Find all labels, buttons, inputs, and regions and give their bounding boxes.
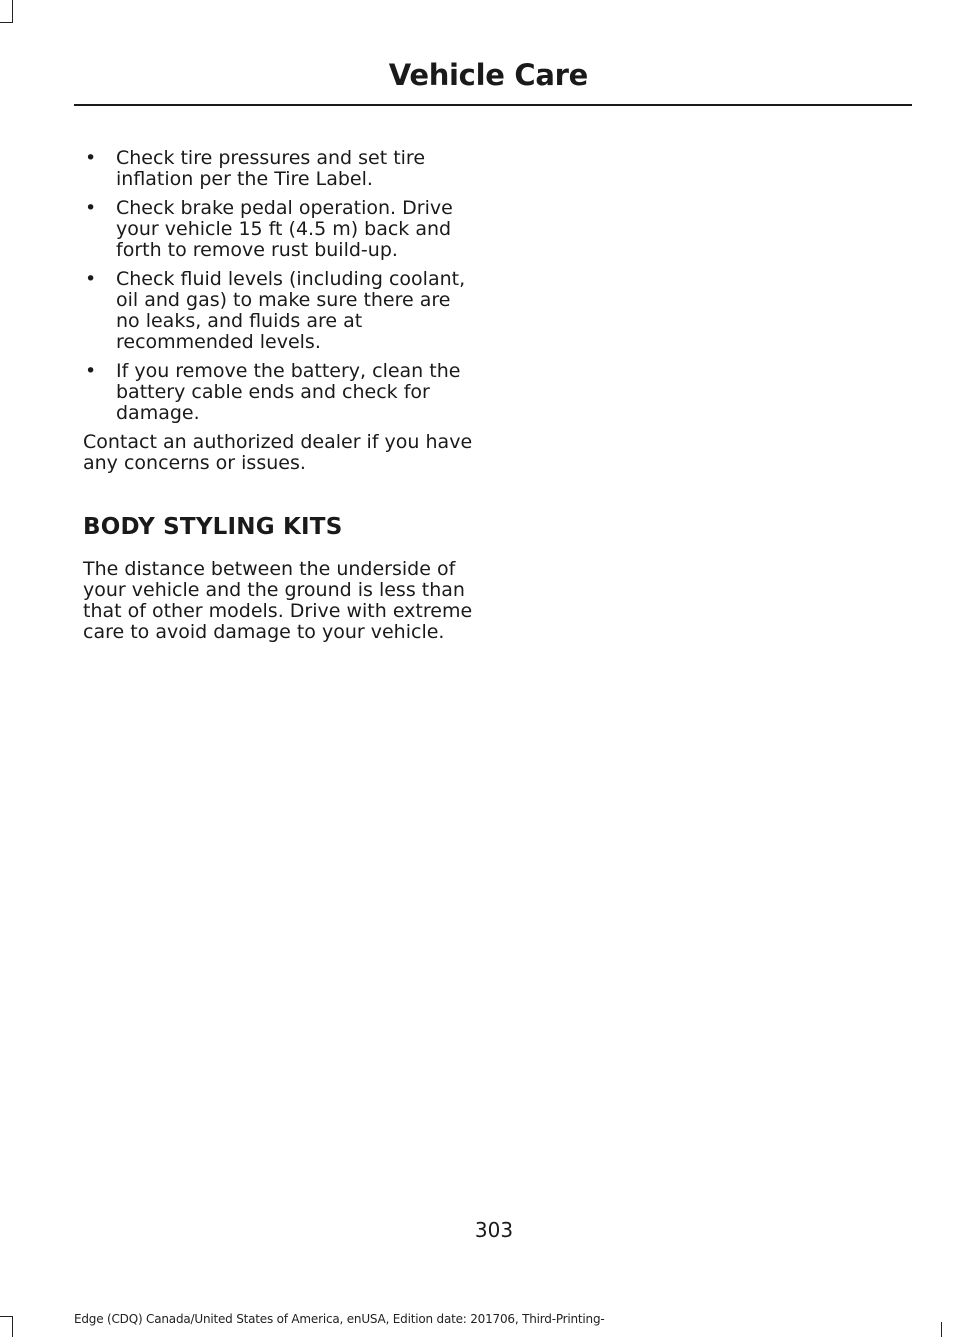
list-item-text: Check brake pedal operation. Drive your vehicle 15 ft (4.5 m) back and forth to remove rust build-up.: [116, 197, 453, 261]
section-heading: BODY STYLING KITS: [83, 514, 343, 540]
crop-mark-bottom-left-horizontal: [0, 1316, 13, 1317]
list-item-text: If you remove the battery, clean the battery cable ends and check for damage.: [116, 360, 461, 424]
main-content: [83, 148, 475, 643]
section-paragraph: The distance between the underside of your vehicle and the ground is less than that of other models. Drive with extreme care to avoid damage to your vehicle.: [83, 558, 473, 643]
crop-mark-bottom-right-vertical: [941, 1322, 942, 1337]
bullet-icon: •: [85, 360, 97, 382]
crop-mark-top-left-vertical: [12, 0, 13, 22]
list-item: [83, 198, 475, 261]
list-item: [83, 269, 475, 353]
list-item: [83, 361, 475, 424]
edition-footer: Edge (CDQ) Canada/United States of America, enUSA, Edition date: 201706, Third-Printing-: [74, 1312, 605, 1326]
header-divider: [74, 104, 912, 106]
bullet-icon: •: [85, 147, 97, 169]
closing-paragraph: Contact an authorized dealer if you have any concerns or issues.: [83, 431, 473, 474]
page-number: 303: [474, 1218, 514, 1242]
crop-mark-bottom-left-vertical: [12, 1316, 13, 1337]
crop-mark-top-left-horizontal: [0, 22, 13, 23]
list-item: [83, 148, 475, 190]
list-item-text: Check tire pressures and set tire inflation per the Tire Label.: [116, 147, 426, 190]
checklist: [83, 148, 475, 424]
bullet-icon: •: [85, 197, 97, 219]
bullet-icon: •: [85, 268, 97, 290]
page-title: Vehicle Care: [388, 58, 588, 92]
list-item-text: Check fluid levels (including coolant, oil and gas) to make sure there are no leaks, and fluids are at recommended levels.: [116, 268, 466, 353]
